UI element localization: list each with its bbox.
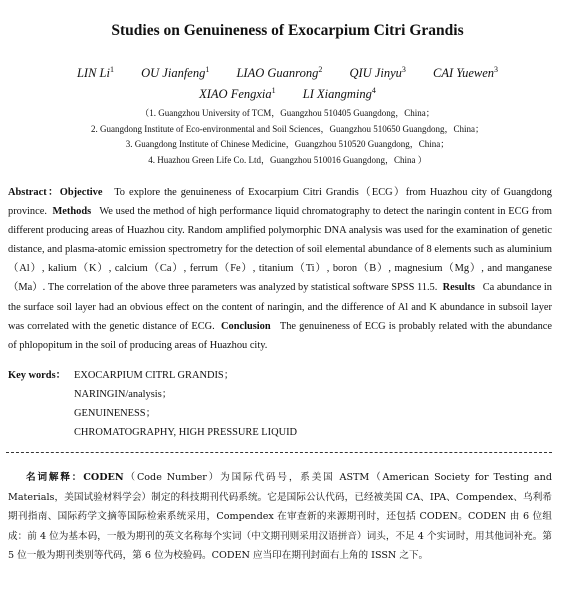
author: LI Xiangming$^4$ (302, 86, 376, 102)
affiliation-line: （1. Guangzhou University of TCM，Guangzhou 510405 Guangdong，China； (140, 108, 435, 118)
keywords-list (74, 366, 297, 442)
objective-label: Objective (59, 187, 103, 198)
author: XIAO Fengxia$^1$ (199, 86, 276, 102)
conclusion-label: Conclusion (221, 320, 271, 332)
keywords-label: Key words： (8, 370, 67, 381)
term-explanation-label: 名词解释：CODEN (26, 472, 124, 483)
affiliation-line: 4. Huazhou Green Life Co. Ltd，Guangzhou 510016 Guangdong，China ） (148, 154, 427, 165)
author: LIAO Guanrong$^2$ (236, 65, 323, 81)
abstract-label: Abstract： (8, 187, 60, 198)
article-title: Studies on Genuineness of Exocarpium Citri Grandis (111, 22, 464, 39)
author: CAI Yuewen$^3$ (433, 65, 498, 81)
conclusion-text: The genuineness of ECG is probably related with the abundance of phlopopitum in the soil of producing areas of Huazhou city. (8, 320, 552, 351)
affiliation-line: 3. Guangdong Institute of Chinese Medicine，Guangzhou 510520 Guangdong，China； (125, 139, 450, 149)
affiliation-line: 2. Guangdong Institute of Eco-environmental and Soil Sciences，Guangzhou 510650 Guangdong，China； (91, 123, 484, 134)
keyword-item: GENUINENESS； (74, 408, 156, 419)
term-explanation (8, 468, 552, 566)
author: LIN Li$^1$ (76, 65, 114, 81)
keywords (8, 366, 552, 438)
keyword-item: CHROMATOGRAPHY, HIGH PRESSURE LIQUID (74, 427, 298, 438)
methods-text: We used the method of high performance liquid chromatography to detect the naringin content in ECG from different producing areas of Huazhou city. Random amplified polymorphic DNA analysis was used for the examination of genetic distance, and plasma-atomic emission spectrometry for the detection of soil elemental abundance of 8 elements such as aluminium（Al）, kalium（K）, calcium（Ca）, ferrum（Fe）, titanium（Ti）, boron（B）, magnesium（Mg）, and manganese（Ma）. The correlation of the above three parameters was analyzed by statistical software SPSS 11.5. (8, 206, 552, 294)
results-text: Ca abundance in the surface soil layer had an obvious effect on the content of naringin, and the difference of Al and K abundance in subsoil layer was correlated with the genetic distance of ECG. (8, 282, 552, 332)
author: QIU Jinyu$^3$ (349, 65, 406, 81)
section-divider (6, 452, 552, 453)
author: OU Jianfeng$^1$ (141, 65, 210, 81)
keyword-item: EXOCARPIUM CITRL GRANDIS； (74, 370, 235, 381)
results-label: Results (442, 282, 475, 294)
affiliations (0, 106, 575, 168)
abstract (8, 183, 552, 355)
author-line-1 (0, 65, 575, 81)
methods-label: Methods (52, 206, 92, 218)
term-explanation-text: （Code Number）为国际代码号，系美国 ASTM（American Society for Testing and Materials，美国试验材料学会）制定的科技期刊代码系统。它是国际公认代码，已经被美国 CA、IPA、Compendex、乌利希期刊指南、国际药学文摘等国际检索系统采用，Compendex 在审查新的来源期刊时，还包括 CODEN。CODEN 由 6 位组成：前 4 位为基本码，一般为期刊的英文名称每个实词（中文期刊则采用汉语拼音）词头，不足 4 个实词时，用其他词补充。第 5 位一般为期刊类别等代码，第 6 位为校验码。CODEN 应当印在期刊封面右上角的 ISSN 之下。 (8, 472, 552, 561)
author-line-2 (0, 86, 575, 102)
keyword-item: NARINGIN/analysis； (74, 389, 173, 400)
objective-text: To explore the genuineness of Exocarpium Citri Grandis（ECG）from Huazhou city of Guangdong province. (8, 187, 553, 218)
